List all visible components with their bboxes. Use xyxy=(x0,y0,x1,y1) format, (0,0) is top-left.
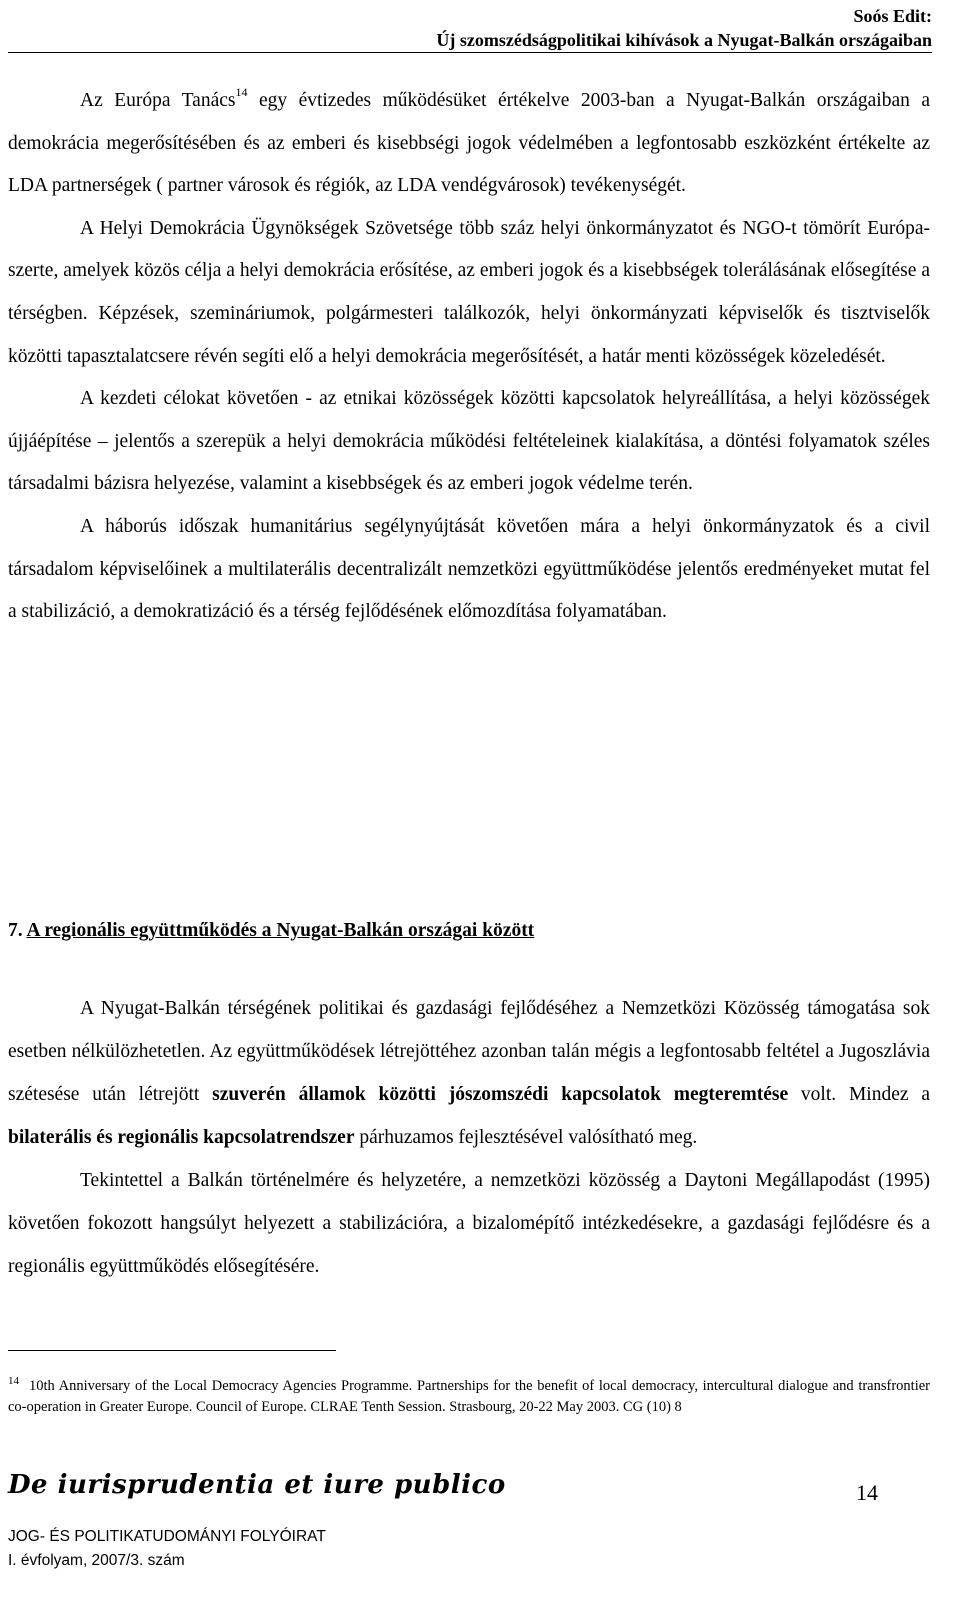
paragraph-5-part-1: A Nyugat-Balkán térségének politikai és gazdasági fejlődéséhez a Nemzetközi Közösség támogatása sok esetben nélkülözhetetlen. Az együttműködések létrejöttéhez azonban talán mégis a legfontosabb feltétel a Jugoszlávia szétesése után létrejött xyxy=(8,998,930,1105)
journal-title: De iurisprudentia et iure publico xyxy=(8,1470,506,1500)
body-text-upper xyxy=(8,80,930,634)
footnote-reference[interactable]: 14 xyxy=(235,85,248,99)
header-title: Új szomszédságpolitikai kihívások a Nyugat-Balkán országaiban xyxy=(436,30,932,50)
section-title: A regionális együttműködés a Nyugat-Balkán országai között xyxy=(26,920,535,941)
running-header xyxy=(436,4,932,52)
paragraph-3: A kezdeti célokat követően - az etnikai közösségek közötti kapcsolatok helyreállítása, a helyi közösségek újjáépítése – jelentős a szerepük a helyi demokrácia működési feltételeinek kialakítása, a döntési folyamatok széles társadalmi bázisra helyezése, valamint a kisebbségek és az emberi jogok védelme terén. xyxy=(8,388,930,495)
journal-subtitle: JOG- ÉS POLITIKATUDOMÁNYI FOLYÓIRAT xyxy=(8,1528,326,1545)
paragraph-5-emphasis-1: szuverén államok közötti jószomszédi kapcsolatok megteremtése xyxy=(212,1084,789,1105)
paragraph-1-rest: egy évtizedes működésüket értékelve 2003-ban a Nyugat-Balkán országaiban a demokrácia megerősítésében és az emberi és kisebbségi jogok védelmében a legfontosabb eszközként értékelte az LDA partnerségek ( partner városok és régiók, az LDA vendégvárosok) tevékenységét. xyxy=(8,90,930,197)
section-heading xyxy=(8,916,534,946)
footnote-mark: 14 xyxy=(8,1375,19,1387)
journal-volume: I. évfolyam, 2007/3. szám xyxy=(8,1552,185,1569)
paragraph-5-part-3: párhuzamos fejlesztésével valósítható meg. xyxy=(354,1127,698,1148)
journal-subtitle-block xyxy=(8,1525,326,1573)
paragraph-5-part-2: volt. Mindez a xyxy=(788,1084,930,1105)
footnote xyxy=(8,1376,930,1418)
paragraph-2: A Helyi Demokrácia Ügynökségek Szövetsége több száz helyi önkormányzatot és NGO-t tömörít Európa-szerte, amelyek közös célja a helyi demokrácia erősítése, az emberi jogok és a kisebbségek tolerálásának elősegítése a térségben. Képzések, szemináriumok, polgármesteri találkozók, helyi önkormányzati képviselők és tisztviselők közötti tapasztalatcsere révén segíti elő a helyi demokrácia megerősítését, a határ menti közösségek közeledését. xyxy=(8,217,930,367)
body-text-lower xyxy=(8,987,930,1288)
paragraph-5 xyxy=(8,987,930,1159)
section-number: 7. xyxy=(8,920,23,941)
page-number: 14 xyxy=(856,1480,878,1505)
header-author: Soós Edit: xyxy=(853,6,932,26)
header-divider xyxy=(8,52,932,53)
paragraph-1-start: Az Európa Tanács xyxy=(80,90,236,111)
paragraph-1 xyxy=(8,80,930,208)
paragraph-4: A háborús időszak humanitárius segélynyújtását követően mára a helyi önkormányzatok és a civil társadalom képviselőinek a multilaterális decentralizált nemzetközi együttműködése jelentős eredményeket mutat fel a stabilizáció, a demokratizáció és a térség fejlődésének előmozdítása folyamatában. xyxy=(8,515,930,623)
paragraph-6: Tekintettel a Balkán történelmére és helyzetére, a nemzetközi közösség a Daytoni Megállapodást (1995) követően fokozott hangsúlyt helyezett a stabilizációra, a bizalomépítő intézkedésekre, a gazdasági fejlődésre és a regionális együttműködés elősegítésére. xyxy=(8,1170,930,1277)
footnote-divider xyxy=(8,1350,336,1351)
footnote-text: 10th Anniversary of the Local Democracy Agencies Programme. Partnerships for the benefit of local democracy, intercultural dialogue and transfrontier co-operation in Greater Europe. Council of Europe. CLRAE Tenth Session. Strasbourg, 20-22 May 2003. CG (10) 8 xyxy=(8,1378,930,1415)
paragraph-5-emphasis-2: bilaterális és regionális kapcsolatrendszer xyxy=(8,1127,355,1148)
